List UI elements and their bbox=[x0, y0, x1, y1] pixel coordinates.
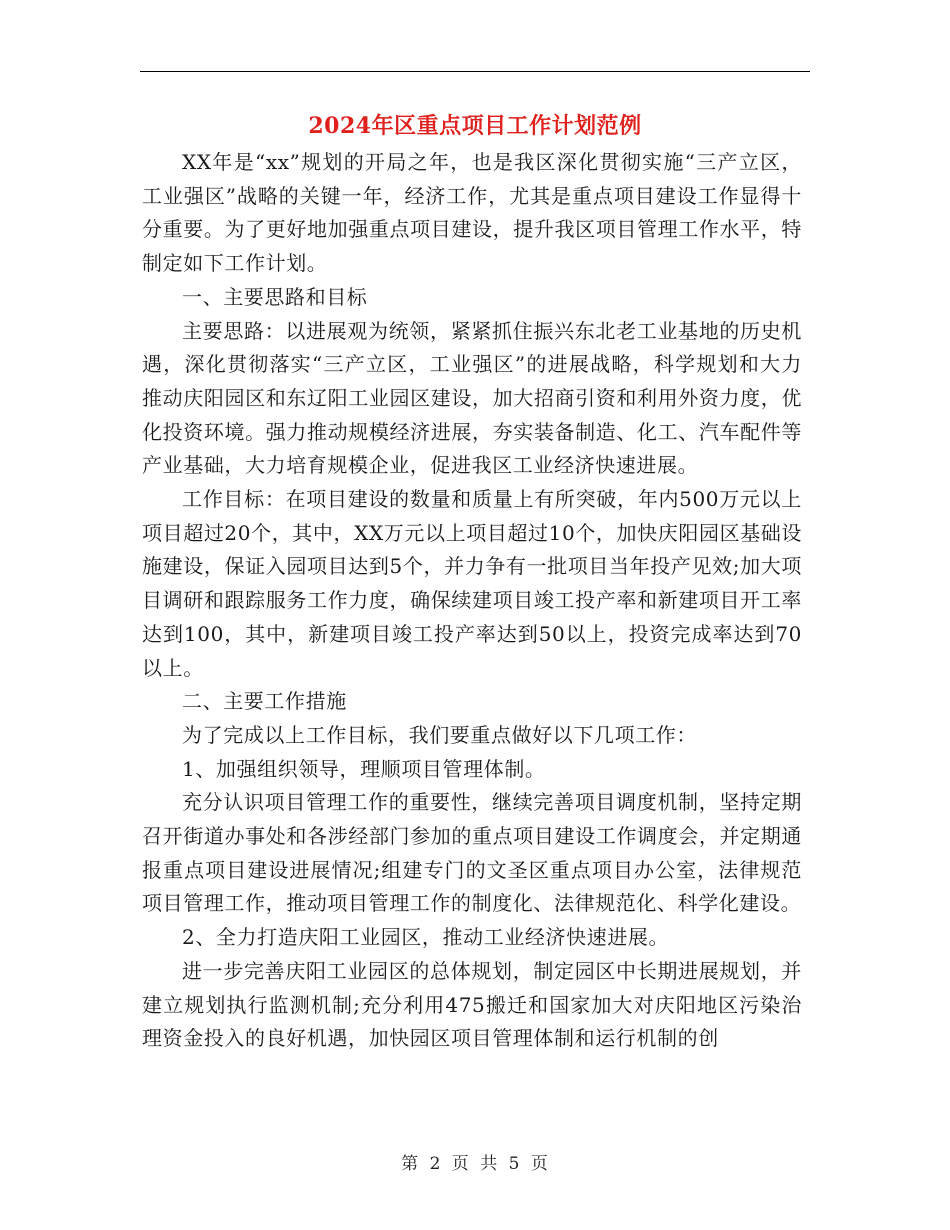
section-heading-1: 一、主要思路和目标 bbox=[182, 284, 368, 309]
page-number-footer: 第 2 页 共 5 页 bbox=[401, 1154, 549, 1174]
work-goals-paragraph: 工作目标：在项目建设的数量和质量上有所突破，年内500万元以上项目超过20个，其中，XX万元以上项目超过10个，加快庆阳园区基础设施建设，保证入园项目达到5个，并力争有一批项目当年投产见效;加大项目调研和跟踪服务工作力度，确保续建项目竣工投产率和新建项目开工率达到100，其中，新建项目竣工投产率达到50以上，投资完成率达到70以上。 bbox=[142, 487, 802, 680]
measure-heading-1: 1、加强组织领导，理顺项目管理体制。 bbox=[182, 756, 546, 781]
intro-paragraph: XX年是“xx”规划的开局之年，也是我区深化贯彻实施“三产立区，工业强区”战略的关键一年，经济工作，尤其是重点项目建设工作显得十分重要。为了更好地加强重点项目建设，提升我区项目管理工作水平，特制定如下工作计划。 bbox=[142, 150, 802, 276]
main-ideas-paragraph: 主要思路：以进展观为统领，紧紧抓住振兴东北老工业基地的历史机遇，深化贯彻落实“三产立区，工业强区”的进展战略，科学规划和大力推动庆阳园区和东辽阳工业园区建设，加大招商引资和利用外资力度，优化投资环境。强力推动规模经济进展，夯实装备制造、化工、汽车配件等产业基础，大力培育规模企业，促进我区工业经济快速进展。 bbox=[142, 318, 802, 478]
measure-2-paragraph: 进一步完善庆阳工业园区的总体规划，制定园区中长期进展规划，并建立规划执行监测机制;充分利用475搬迁和国家加大对庆阳地区污染治理资金投入的良好机遇，加快园区项目管理体制和运行机制的创 bbox=[142, 958, 802, 1051]
document-body bbox=[142, 146, 802, 1056]
measures-intro-paragraph: 为了完成以上工作目标，我们要重点做好以下几项工作： bbox=[182, 722, 697, 747]
header-rule bbox=[140, 71, 810, 72]
document-title: 2024年区重点项目工作计划范例 bbox=[308, 113, 642, 139]
measure-1-paragraph: 充分认识项目管理工作的重要性，继续完善项目调度机制，坚持定期召开街道办事处和各涉经部门参加的重点项目建设工作调度会，并定期通报重点项目建设进展情况;组建专门的文圣区重点项目办公室，法律规范项目管理工作，推动项目管理工作的制度化、法律规范化、科学化建设。 bbox=[142, 790, 802, 916]
measure-heading-2: 2、全力打造庆阳工业园区，推动工业经济快速进展。 bbox=[182, 925, 670, 950]
section-heading-2: 二、主要工作措施 bbox=[182, 689, 347, 714]
